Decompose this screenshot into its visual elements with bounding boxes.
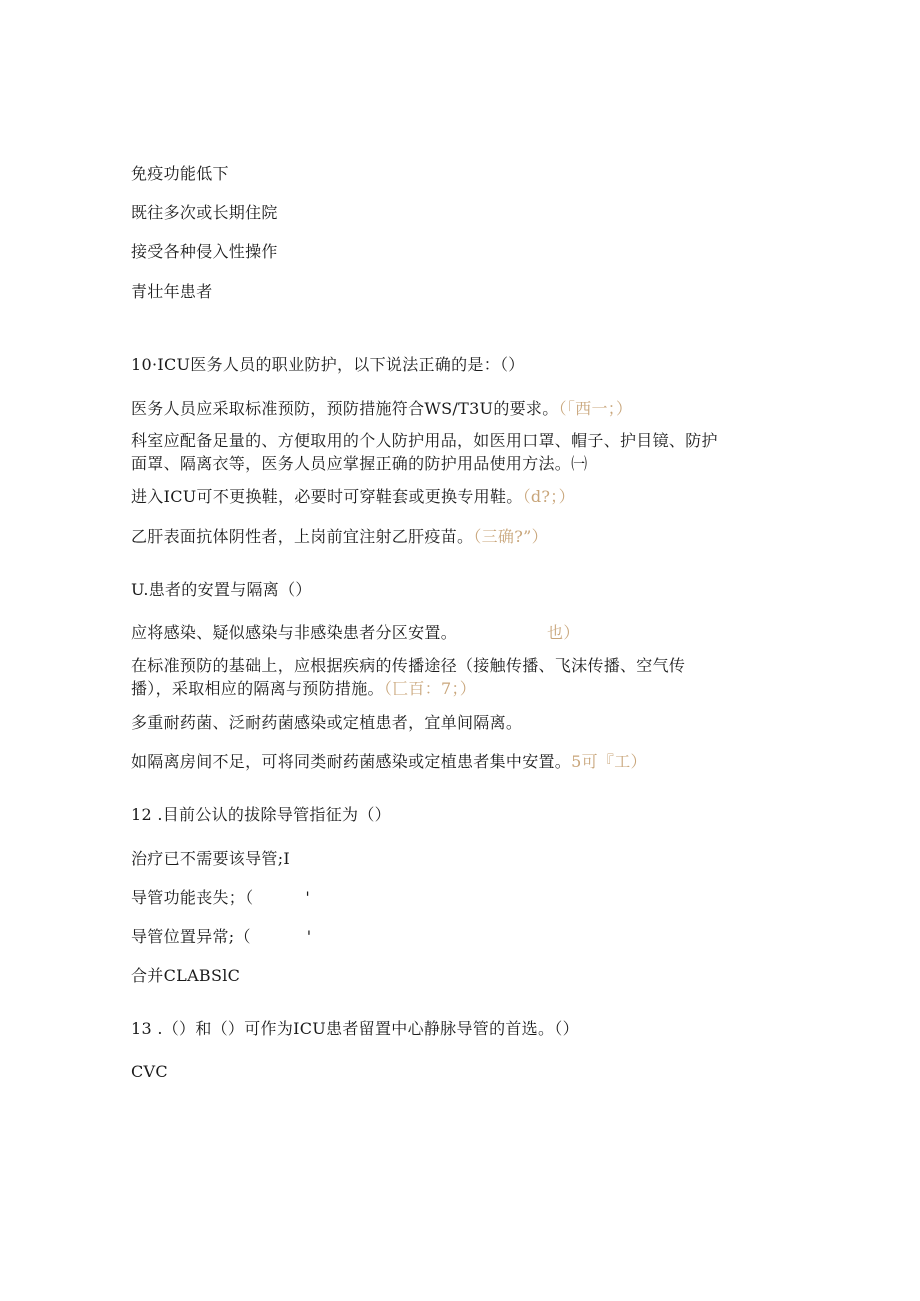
q12-option-2-text: 导管功能丧失；（ xyxy=(131,888,254,907)
q10-option-3-note: （d?；） xyxy=(522,487,575,506)
q11-option-1-text: 应将感染、疑似感染与非感染患者分区安置。 xyxy=(131,623,458,642)
q11-option-2-line-2 xyxy=(131,678,476,700)
q11-option-1 xyxy=(131,622,580,644)
q9-option-2: 既往多次或长期住院 xyxy=(131,203,278,222)
q11-option-2-line-1: 在标准预防的基础上，应根据疾病的传播途径（接触传播、飞沫传播、空气传 xyxy=(131,656,686,675)
q9-option-1: 免疫功能低下 xyxy=(131,164,229,183)
q9-option-4: 青壮年患者 xyxy=(131,282,213,301)
q10-option-2-line-2: 面罩、隔离衣等，医务人员应掌握正确的防护用品使用方法。㈠ xyxy=(131,454,588,473)
q10-question: 10·ICU医务人员的职业防护，以下说法正确的是：（） xyxy=(131,355,525,374)
q10-option-1 xyxy=(131,398,632,420)
q11-question: U.患者的安置与隔离（） xyxy=(131,580,312,599)
q10-option-3-text: 进入ICU可不更换鞋，必要时可穿鞋套或更换专用鞋。 xyxy=(131,487,523,506)
q12-option-2 xyxy=(131,887,310,909)
q10-option-4-note: （三确?”） xyxy=(473,527,548,546)
q10-option-1-text: 医务人员应采取标准预防，预防措施符合WS/T3U的要求。 xyxy=(131,399,559,418)
q13-option-1: CVC xyxy=(131,1062,168,1081)
q11-option-4-text: 如隔离房间不足，可将同类耐药菌感染或定植患者集中安置。 xyxy=(131,752,572,771)
q10-option-3 xyxy=(131,486,575,508)
q11-option-4-note: 5可『工） xyxy=(571,752,647,771)
q11-option-2-note: （匸百：7；） xyxy=(383,679,477,698)
q12-option-3 xyxy=(131,926,312,948)
q12-option-1: 治疗已不需要该导管;I xyxy=(131,849,291,868)
q12-option-3-text: 导管位置异常;（ xyxy=(131,927,251,946)
q10-option-4-text: 乙肝表面抗体阴性者，上岗前宜注射乙肝疫苗。 xyxy=(131,527,474,546)
q12-option-3-tail: ' xyxy=(306,927,312,946)
q11-option-2-line-2-text: 播），采取相应的隔离与预防措施。 xyxy=(131,679,384,698)
q10-option-1-note: （「西一；） xyxy=(558,399,633,418)
q12-question: 12 .目前公认的拔除导管指征为（） xyxy=(131,805,391,824)
q12-option-4: 合并CLABSlC xyxy=(131,966,241,985)
q13-question: 13 .（）和（）可作为ICU患者留置中心静脉导管的首选。（） xyxy=(131,1019,579,1038)
q11-option-1-note: 也） xyxy=(547,623,580,642)
q11-option-3: 多重耐药菌、泛耐药菌感染或定植患者，宜单间隔离。 xyxy=(131,713,523,732)
q12-option-2-tail: ' xyxy=(305,888,311,907)
q10-option-2-line-1: 科室应配备足量的、方便取用的个人防护用品，如医用口罩、帽子、护目镜、防护 xyxy=(131,431,718,450)
q10-option-4 xyxy=(131,526,548,548)
q11-option-4 xyxy=(131,751,647,773)
q9-option-3: 接受各种侵入性操作 xyxy=(131,242,278,261)
